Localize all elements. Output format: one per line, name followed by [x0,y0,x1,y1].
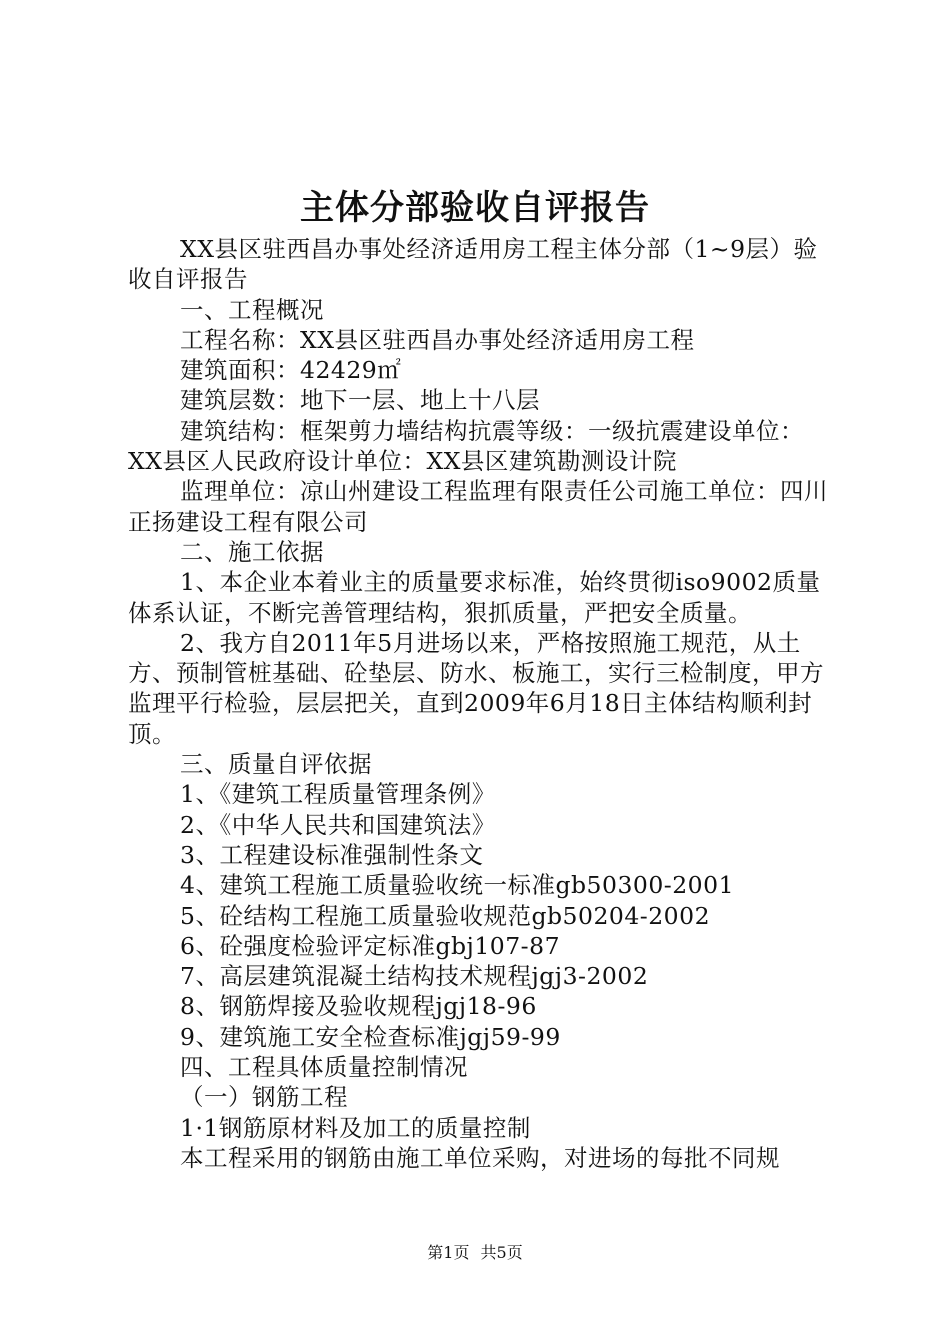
paragraph-basis-2: 2、我方自2011年5月进场以来，严格按照施工规范，从土方、预制管桩基础、砼垫层、防水、板施工，实行三检制度，甲方监理平行检验，层层把关，直到2009年6月18日主体结构顺利封顶。 [128,628,824,748]
list-item: 2、《中华人民共和国建筑法》 [180,810,496,839]
list-item: 1、《建筑工程质量管理条例》 [180,780,496,809]
paragraph-structure: 建筑结构：框架剪力墙结构抗震等级：一级抗震建设单位：XX县区人民政府设计单位：XX县区建筑勘测设计院 [128,416,804,476]
subsection-heading-rebar: （一）钢筋工程 [180,1083,348,1112]
list-item: 5、砼结构工程施工质量验收规范gb50204-2002 [180,901,711,930]
list-item: 9、建筑施工安全检查标准jgj59-99 [180,1022,561,1051]
paragraph-basis-1: 1、本企业本着业主的质量要求标准，始终贯彻iso9002质量体系认证，不断完善管理结构，狠抓质量，严把安全质量。 [128,568,821,627]
list-item: 4、建筑工程施工质量验收统一标准gb50300-2001 [180,871,735,900]
paragraph-supervision: 监理单位：凉山州建设工程监理有限责任公司施工单位：四川正扬建设工程有限公司 [128,477,828,536]
page-footer [0,1241,950,1265]
paragraph-report-heading: XX县区驻西昌办事处经济适用房工程主体分部（1~9层）验收自评报告 [128,235,818,294]
subsection-heading-rebar-material: 1·1钢筋原材料及加工的质量控制 [180,1113,531,1142]
section-heading-basis: 二、施工依据 [180,537,324,566]
list-item: 3、工程建设标准强制性条文 [180,840,484,869]
section-heading-evaluation: 三、质量自评依据 [180,750,372,779]
list-item: 6、砼强度检验评定标准gbj107-87 [180,931,561,960]
page-title: 主体分部验收自评报告 [300,188,650,228]
section-heading-overview: 一、工程概况 [180,295,324,324]
page-number: 第1页 [427,1243,470,1262]
list-item: 8、钢筋焊接及验收规程jgj18-96 [180,992,537,1021]
page-total: 共5页 [480,1243,523,1262]
paragraph-floor-count: 建筑层数：地下一层、地上十八层 [180,386,540,415]
list-item: 7、高层建筑混凝土结构技术规程jgj3-2002 [180,962,649,991]
paragraph-building-area: 建筑面积：42429㎡ [180,356,402,385]
paragraph-project-name: 工程名称：XX县区驻西昌办事处经济适用房工程 [180,325,695,354]
paragraph-rebar-procurement: 本工程采用的钢筋由施工单位采购，对进场的每批不同规 [180,1143,780,1172]
document-body [128,234,832,1173]
section-heading-quality-control: 四、工程具体质量控制情况 [180,1053,468,1082]
